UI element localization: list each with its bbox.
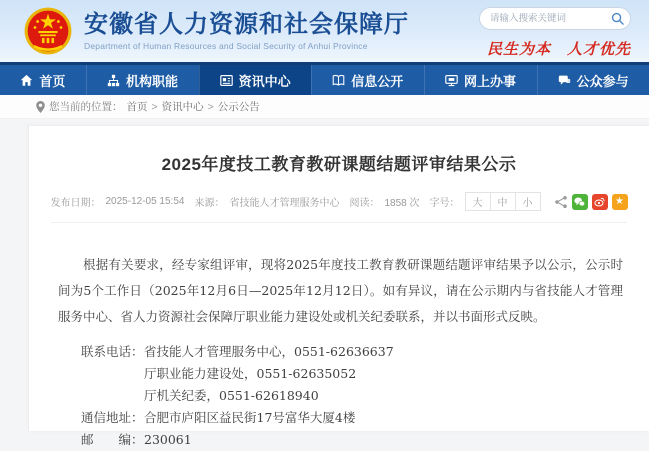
nav-item-label: 网上办事	[463, 73, 516, 89]
site-header	[0, 0, 649, 62]
search-button[interactable]	[611, 12, 624, 25]
contact-line-phone-2: 厅职业能力建设处，0551-62635052	[144, 366, 357, 381]
article-meta	[51, 192, 627, 223]
contact-line-phone-1: 联系电话： 省技能人才管理服务中心，0551-62636637	[81, 344, 394, 359]
content-area	[0, 119, 649, 447]
nav-item-news-center[interactable]	[199, 65, 311, 95]
home-icon	[20, 74, 33, 87]
nav-item-functions[interactable]	[86, 65, 198, 95]
news-icon	[220, 74, 233, 87]
fontsize-large-button[interactable]: 大	[472, 198, 483, 209]
fontsize-label: 字号：	[429, 198, 460, 209]
weibo-share-button[interactable]	[592, 194, 608, 210]
source-value: 省技能人才管理服务中心	[229, 198, 340, 209]
search-icon	[611, 12, 624, 25]
nav-item-label: 机构职能	[125, 73, 178, 89]
site-title: 安徽省人力资源和社会保障厅	[84, 11, 409, 39]
breadcrumb-separator: >	[207, 100, 214, 113]
article-body	[51, 252, 627, 451]
nav-item-label: 资讯中心	[238, 73, 291, 89]
contact-line-phone-3: 厅机关纪委，0551-62618940	[144, 388, 319, 403]
contact-info	[81, 341, 623, 451]
breadcrumb	[0, 95, 649, 119]
contact-line-address: 通信地址： 合肥市庐阳区益民街17号富华大厦4楼	[81, 410, 356, 425]
nav-item-label: 首页	[39, 73, 66, 89]
breadcrumb-prefix: 您当前的位置：	[49, 101, 123, 113]
site-subtitle: Department of Human Resources and Social Security of Anhui Province	[84, 40, 368, 51]
breadcrumb-link-home[interactable]: 首页	[126, 101, 148, 113]
page-title: 2025年度技工教育教研课题结题评审结果公示	[161, 155, 517, 174]
breadcrumb-link-notices[interactable]: 公示公告	[217, 101, 260, 113]
contact-line-zipcode: 邮 编： 230061	[81, 432, 192, 447]
article-paragraph: 根据有关要求，经专家组评审，现将2025年度技工教育教研课题结题评审结果予以公示，公示时间为5个工作日（2025年12月6日—2025年12月12日）。如有异议，请在公示期内与省技能人才管理服务中心、省人力资源社会保障厅职业能力建设处或机关纪委联系，并以书面形式反映。	[58, 257, 623, 324]
star-icon: ★	[615, 195, 624, 207]
share-button[interactable]	[554, 195, 568, 209]
org-chart-icon	[107, 74, 120, 87]
header-slogan: 民生为本 人才优先	[486, 42, 631, 58]
views-label: 阅读：	[349, 198, 380, 209]
nav-item-label: 公众参与	[576, 73, 629, 89]
monitor-icon	[445, 74, 458, 87]
chat-bubbles-icon	[558, 74, 571, 87]
share-nodes-icon	[554, 195, 568, 209]
main-nav	[0, 62, 649, 95]
favorite-share-button[interactable]	[612, 194, 628, 210]
breadcrumb-link-news-center[interactable]: 资讯中心	[161, 101, 204, 113]
publish-date-label: 发布日期：	[50, 198, 101, 209]
national-emblem-logo	[22, 5, 74, 57]
nav-item-public-participation[interactable]	[537, 65, 649, 95]
fontsize-medium-button[interactable]: 中	[490, 193, 515, 210]
fontsize-control	[465, 192, 541, 211]
nav-item-info-disclosure[interactable]	[311, 65, 423, 95]
source-label: 来源：	[194, 198, 225, 209]
wechat-share-button[interactable]	[572, 194, 588, 210]
fontsize-small-button[interactable]: 小	[515, 193, 540, 210]
nav-item-home[interactable]	[0, 65, 85, 95]
nav-item-label: 信息公开	[351, 73, 404, 89]
views-value: 1858 次	[384, 198, 420, 209]
share-buttons	[554, 194, 628, 210]
wechat-icon	[574, 197, 585, 207]
breadcrumb-separator: >	[151, 100, 158, 113]
location-pin-icon	[36, 101, 45, 113]
open-book-icon	[332, 74, 345, 87]
nav-item-online-services[interactable]	[424, 65, 536, 95]
weibo-icon	[594, 196, 605, 207]
article-card	[28, 125, 649, 447]
publish-date-value: 2025-12-05 15:54	[105, 196, 185, 207]
search-input[interactable]	[490, 13, 611, 24]
search-box	[479, 7, 631, 30]
